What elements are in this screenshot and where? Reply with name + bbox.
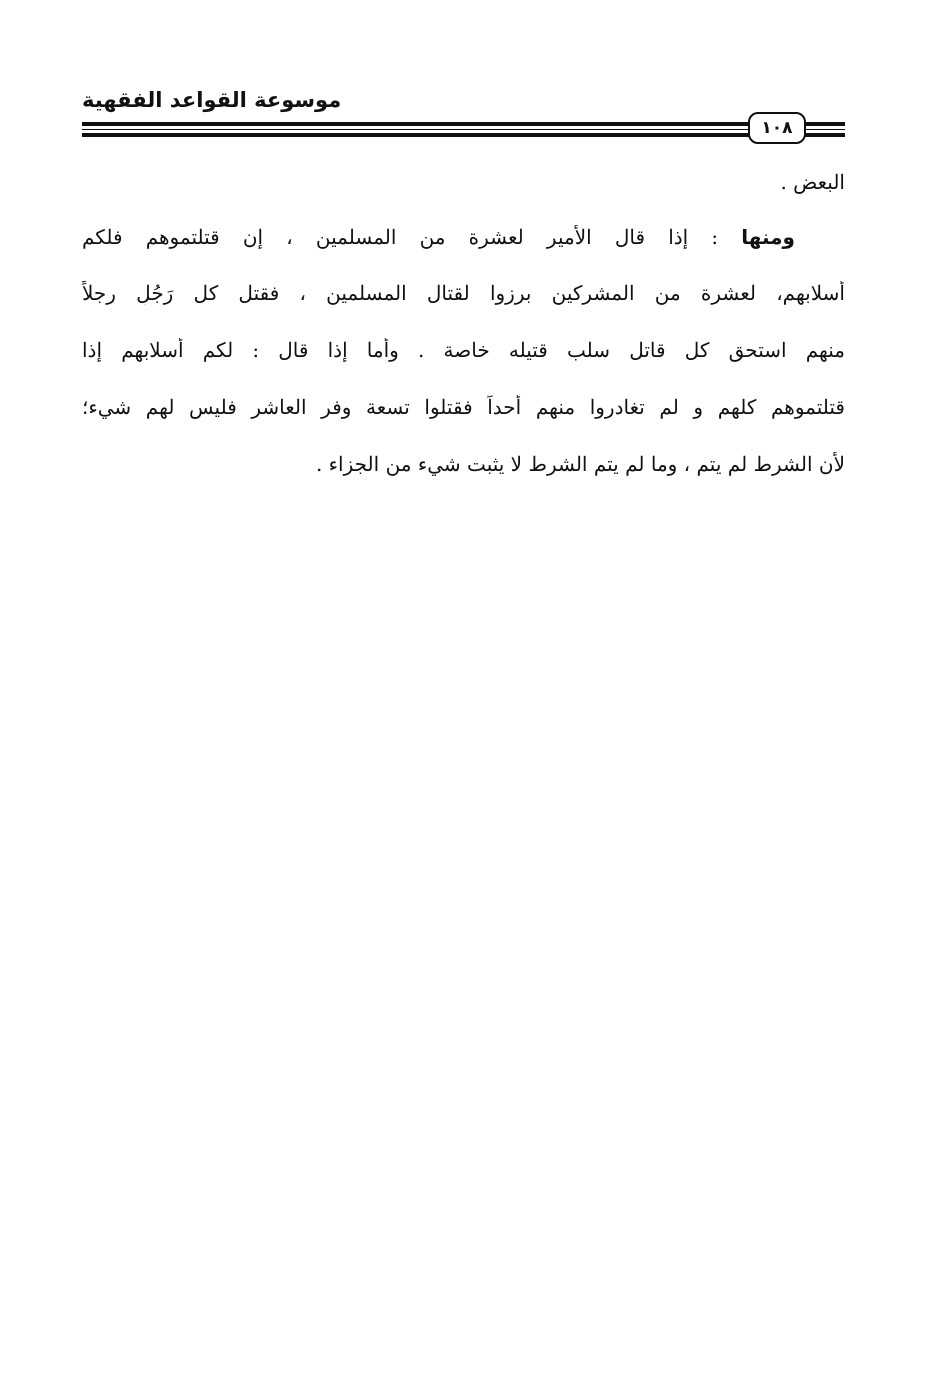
- header-rule-thick-top: [82, 122, 845, 126]
- paragraph-lead-word: ومنها: [741, 225, 795, 249]
- text-line-2: [82, 225, 795, 249]
- text-line-5: قتلتموهم كلهم و لم تغادروا منهم أحداً فقتلوا تسعة وفر العاشر فليس لهم شيء؛: [82, 395, 845, 419]
- page-number: ١٠٨: [761, 118, 793, 138]
- header-rule-thick-bottom: [82, 133, 845, 137]
- text-line-3: أسلابهم، لعشرة من المشركين برزوا لقتال المسلمين ، فقتل كل رَجُلٍ رجلاً: [82, 281, 845, 305]
- text-line-4: منهم استحق كل قاتل سلب قتيله خاصة . وأما إذا قال : لكم أسلابهم إذا: [82, 338, 845, 362]
- page-number-badge: [748, 112, 806, 144]
- running-header-title: موسوعة القواعد الفقهية: [82, 88, 342, 112]
- text-line-6: لأن الشرط لم يتم ، وما لم يتم الشرط لا يثبت شيء من الجزاء .: [315, 452, 845, 476]
- text-line-2-content: : إذا قال الأمير لعشرة من المسلمين ، إن قتلتموهم فلكم: [82, 225, 719, 249]
- header-rule-thin: [82, 129, 845, 130]
- text-line-1: البعض .: [780, 170, 845, 194]
